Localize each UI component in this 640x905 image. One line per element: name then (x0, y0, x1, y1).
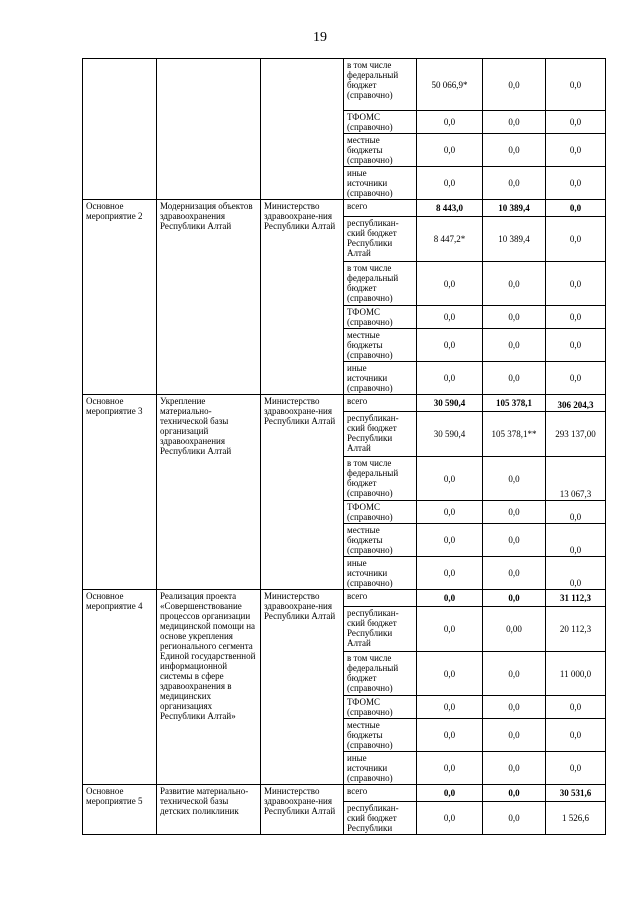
source-cell: всего (344, 590, 417, 607)
source-cell: республикан-ский бюджет Республики Алтай (344, 412, 417, 457)
measure-cell (83, 59, 157, 200)
measure-name-cell: Развитие материально-технической базы детских поликлиник (157, 785, 261, 835)
value-cell: 0,0 (417, 524, 483, 557)
value-cell: 0,0 (483, 719, 546, 752)
value-cell: 0,0 (417, 696, 483, 719)
value-cell: 0,0 (417, 719, 483, 752)
value-cell: 0,0 (546, 362, 606, 395)
value-cell: 50 066,9* (417, 59, 483, 111)
table-row (83, 59, 606, 111)
source-cell: республикан-ский бюджет Республики (344, 802, 417, 835)
executor-cell: Министерство здравоохране-ния Республики Алтай (261, 785, 344, 835)
value-cell: 0,0 (483, 785, 546, 802)
source-cell: ТФОМС (справочно) (344, 111, 417, 134)
source-cell: местные бюджеты (справочно) (344, 134, 417, 167)
source-cell: иные источники (справочно) (344, 557, 417, 590)
source-cell: в том числе федеральный бюджет (справочно) (344, 262, 417, 306)
source-cell: местные бюджеты (справочно) (344, 524, 417, 557)
value-cell: 0,0 (546, 167, 606, 200)
value-cell: 30 590,4 (417, 412, 483, 457)
value-cell: 0,0 (417, 111, 483, 134)
value-cell: 0,0 (417, 557, 483, 590)
value-cell: 0,0 (483, 696, 546, 719)
measure-cell: Основное мероприятие 3 (83, 395, 157, 590)
source-cell: местные бюджеты (справочно) (344, 329, 417, 362)
table-row (83, 785, 606, 802)
value-cell: 0,0 (483, 802, 546, 835)
value-cell: 0,0 (546, 217, 606, 262)
value-cell: 0,0 (483, 59, 546, 111)
value-cell: 13 067,3 (546, 457, 606, 501)
source-cell: в том числе федеральный бюджет (справочно) (344, 457, 417, 501)
value-cell: 10 389,4 (483, 200, 546, 217)
measure-name-cell: Укрепление материально-технической базы организаций здравоохранения Республики Алтай (157, 395, 261, 590)
page-number: 19 (313, 30, 327, 45)
value-cell: 0,0 (417, 329, 483, 362)
value-cell: 0,0 (546, 501, 606, 524)
value-cell: 0,0 (417, 607, 483, 652)
value-cell: 0,0 (483, 134, 546, 167)
source-cell: республикан-ский бюджет Республики Алтай (344, 217, 417, 262)
value-cell: 0,0 (546, 752, 606, 785)
source-cell: иные источники (справочно) (344, 167, 417, 200)
value-cell: 0,0 (417, 802, 483, 835)
table-row (83, 590, 606, 607)
value-cell: 11 000,0 (546, 652, 606, 696)
value-cell: 0,0 (483, 590, 546, 607)
source-cell: местные бюджеты (справочно) (344, 719, 417, 752)
value-cell: 0,0 (546, 524, 606, 557)
value-cell: 8 447,2* (417, 217, 483, 262)
value-cell: 0,0 (417, 457, 483, 501)
value-cell: 0,0 (483, 362, 546, 395)
measure-name-cell: Модернизация объектов здравоохранения Республики Алтай (157, 200, 261, 395)
value-cell: 0,0 (417, 167, 483, 200)
value-cell: 0,0 (483, 329, 546, 362)
source-cell: всего (344, 785, 417, 802)
source-cell: иные источники (справочно) (344, 752, 417, 785)
measure-cell: Основное мероприятие 2 (83, 200, 157, 395)
value-cell: 20 112,3 (546, 607, 606, 652)
table-row (83, 395, 606, 412)
value-cell: 0,0 (546, 306, 606, 329)
value-cell: 0,0 (483, 262, 546, 306)
value-cell: 0,0 (483, 501, 546, 524)
value-cell: 293 137,00 (546, 412, 606, 457)
value-cell: 0,0 (546, 557, 606, 590)
executor-cell (261, 59, 344, 200)
value-cell: 0,0 (483, 457, 546, 501)
source-cell: ТФОМС (справочно) (344, 306, 417, 329)
value-cell: 0,00 (483, 607, 546, 652)
value-cell: 0,0 (483, 524, 546, 557)
source-cell: в том числе федеральный бюджет (справочно) (344, 59, 417, 111)
measure-cell: Основное мероприятие 5 (83, 785, 157, 835)
value-cell: 0,0 (417, 652, 483, 696)
value-cell: 0,0 (483, 557, 546, 590)
value-cell: 0,0 (546, 59, 606, 111)
funding-table (82, 58, 606, 835)
table-row (83, 200, 606, 217)
value-cell: 0,0 (546, 111, 606, 134)
source-cell: ТФОМС (справочно) (344, 501, 417, 524)
value-cell: 0,0 (417, 262, 483, 306)
value-cell: 30 531,6 (546, 785, 606, 802)
value-cell: 105 378,1** (483, 412, 546, 457)
value-cell: 0,0 (417, 362, 483, 395)
value-cell: 0,0 (483, 111, 546, 134)
value-cell: 1 526,6 (546, 802, 606, 835)
value-cell: 31 112,3 (546, 590, 606, 607)
value-cell: 0,0 (417, 785, 483, 802)
value-cell: 0,0 (546, 696, 606, 719)
value-cell: 30 590,4 (417, 395, 483, 412)
executor-cell: Министерство здравоохране-ния Республики Алтай (261, 200, 344, 395)
source-cell: в том числе федеральный бюджет (справочно) (344, 652, 417, 696)
value-cell: 0,0 (417, 752, 483, 785)
value-cell: 0,0 (546, 262, 606, 306)
executor-cell: Министерство здравоохране-ния Республики Алтай (261, 590, 344, 785)
measure-cell: Основное мероприятие 4 (83, 590, 157, 785)
value-cell: 306 204,3 (546, 395, 606, 412)
source-cell: республикан-ский бюджет Республики Алтай (344, 607, 417, 652)
value-cell: 0,0 (546, 200, 606, 217)
value-cell: 8 443,0 (417, 200, 483, 217)
source-cell: ТФОМС (справочно) (344, 696, 417, 719)
executor-cell: Министерство здравоохране-ния Республики Алтай (261, 395, 344, 590)
source-cell: всего (344, 395, 417, 412)
value-cell: 0,0 (546, 329, 606, 362)
value-cell: 0,0 (546, 719, 606, 752)
value-cell: 0,0 (483, 306, 546, 329)
value-cell: 0,0 (483, 752, 546, 785)
measure-name-cell: Реализация проекта «Совершенствование процессов организации медицинской помощи на основе укрепления регионального сегмента Единой государственной информационной системы в сфере здравоохранения в медицинских организациях Республики Алтай» (157, 590, 261, 785)
value-cell: 105 378,1 (483, 395, 546, 412)
value-cell: 10 389,4 (483, 217, 546, 262)
value-cell: 0,0 (483, 652, 546, 696)
measure-name-cell (157, 59, 261, 200)
source-cell: иные источники (справочно) (344, 362, 417, 395)
value-cell: 0,0 (417, 134, 483, 167)
value-cell: 0,0 (546, 134, 606, 167)
source-cell: всего (344, 200, 417, 217)
value-cell: 0,0 (417, 590, 483, 607)
value-cell: 0,0 (417, 306, 483, 329)
value-cell: 0,0 (417, 501, 483, 524)
value-cell: 0,0 (483, 167, 546, 200)
